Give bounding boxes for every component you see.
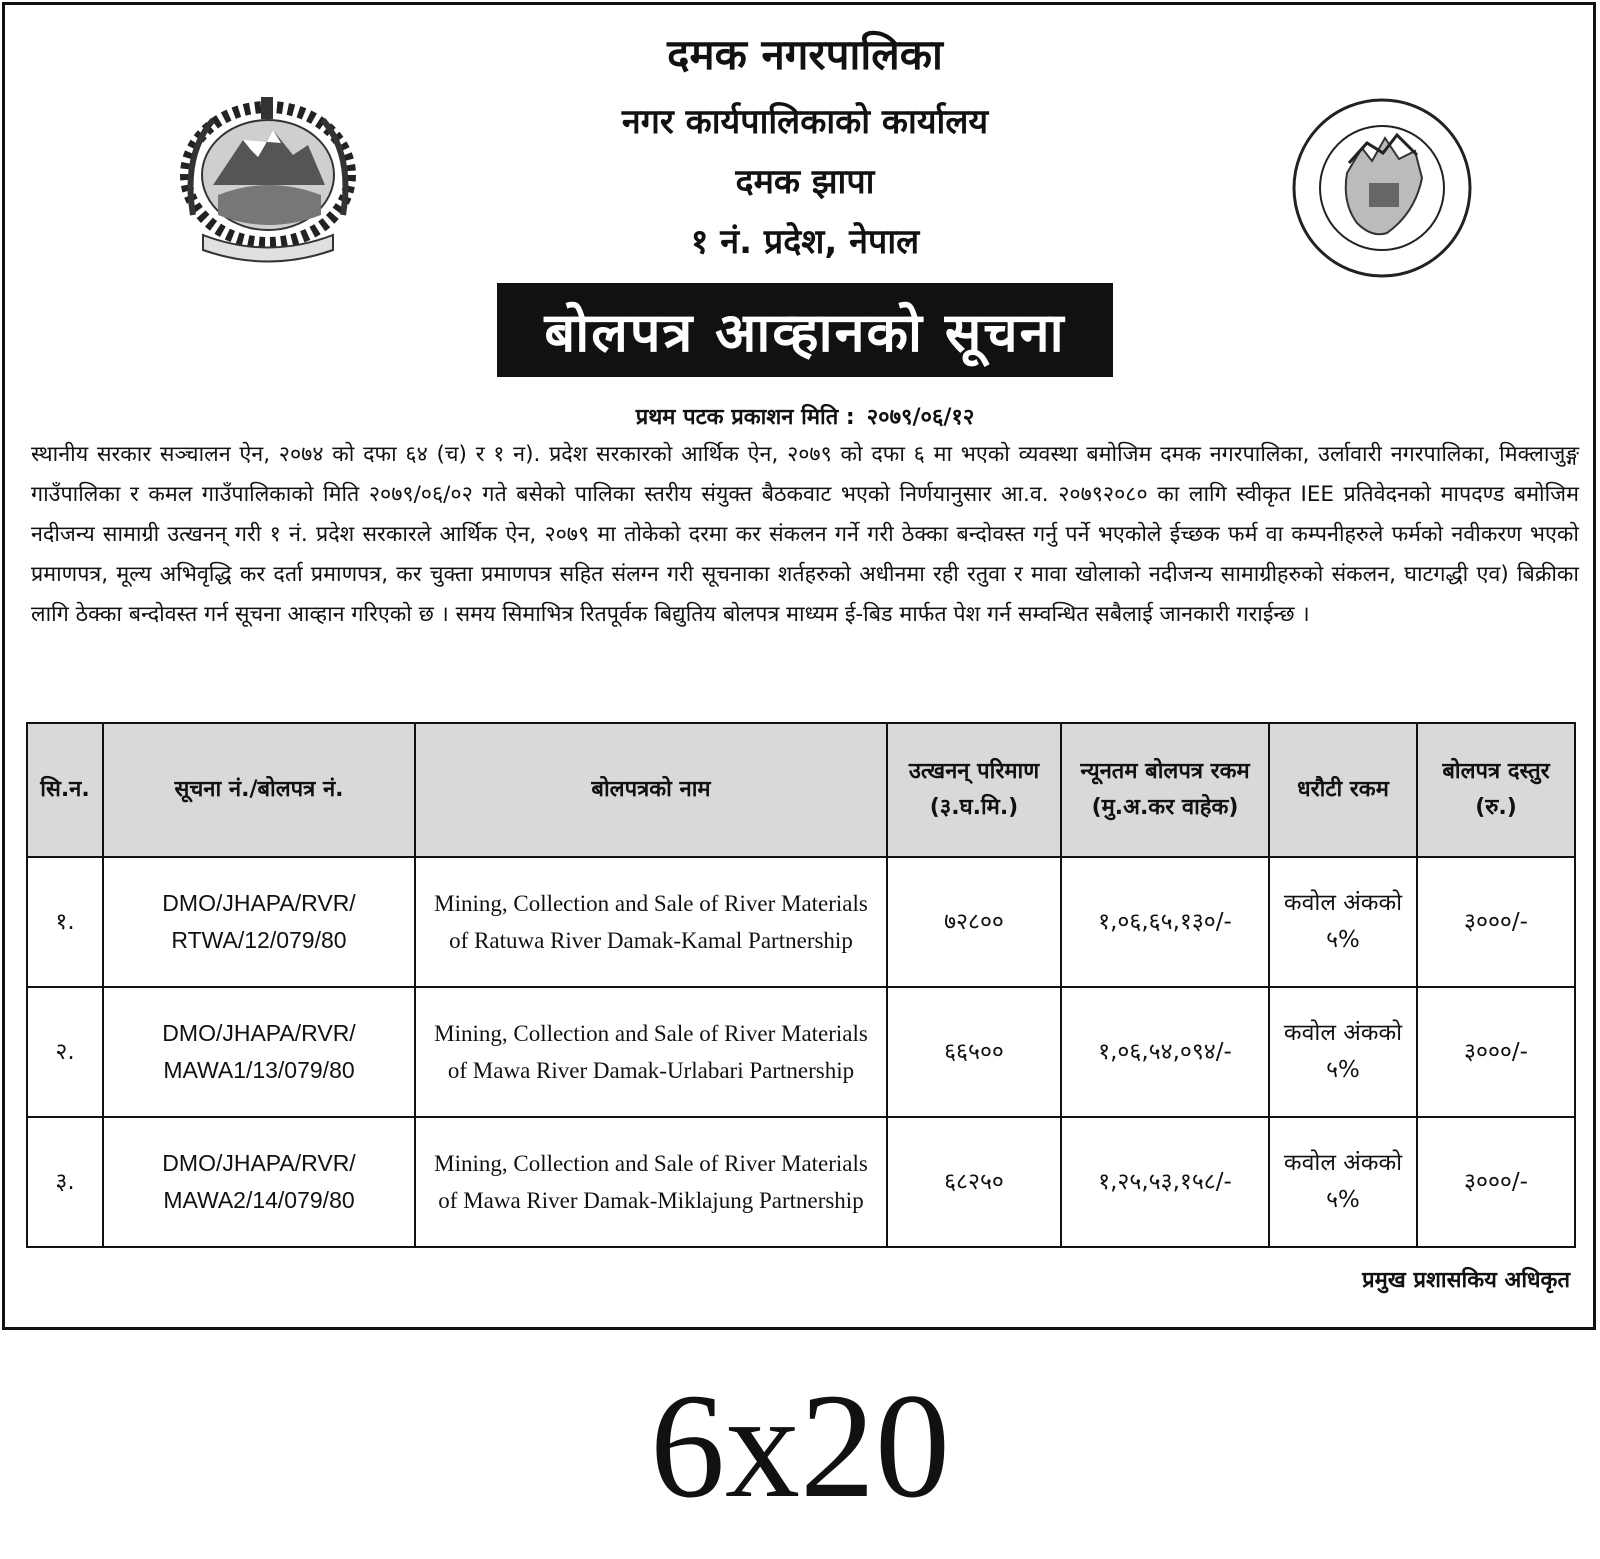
col-header-min-amount: न्यूनतम बोलपत्र रकम (मु.अ.कर वाहेक) — [1061, 723, 1269, 857]
cell-qty: ६६५०० — [887, 987, 1061, 1117]
publication-date-label: प्रथम पटक प्रकाशन मिति : — [635, 405, 855, 430]
notice-banner: बोलपत्र आव्हानको सूचना — [497, 283, 1113, 377]
cell-ref: DMO/JHAPA/RVR/ MAWA2/14/079/80 — [103, 1117, 415, 1247]
cell-name: Mining, Collection and Sale of River Materials of Mawa River Damak-Miklajung Partnership — [415, 1117, 887, 1247]
cell-name: Mining, Collection and Sale of River Materials of Ratuwa River Damak-Kamal Partnership — [415, 857, 887, 987]
signatory-title: प्रमुख प्रशासकिय अधिकृत — [1362, 1268, 1570, 1293]
table-row — [27, 987, 1575, 1117]
tender-table — [26, 722, 1576, 1248]
cell-sn: १. — [27, 857, 103, 987]
cell-deposit: कवोल अंकको ५% — [1269, 857, 1417, 987]
cell-deposit: कवोल अंकको ५% — [1269, 1117, 1417, 1247]
table-row — [27, 1117, 1575, 1247]
province-line: १ नं. प्रदेश, नेपाल — [690, 222, 920, 262]
table-header-row — [27, 723, 1575, 857]
cell-min-amount: १,२५,५३,१५८/- — [1061, 1117, 1269, 1247]
publication-date — [405, 401, 1205, 431]
municipality-title: दमक नगरपालिका — [667, 30, 943, 79]
col-header-deposit: धरौटी रकम — [1269, 723, 1417, 857]
cell-qty: ७२८०० — [887, 857, 1061, 987]
cell-name: Mining, Collection and Sale of River Materials of Mawa River Damak-Urlabari Partnership — [415, 987, 887, 1117]
ad-size-label: 6x20 — [650, 1363, 950, 1529]
col-header-ref: सूचना नं./बोलपत्र नं. — [103, 723, 415, 857]
col-header-name: बोलपत्रको नाम — [415, 723, 887, 857]
table-row — [27, 857, 1575, 987]
col-header-fee: बोलपत्र दस्तुर (रु.) — [1417, 723, 1575, 857]
cell-min-amount: १,०६,५४,०९४/- — [1061, 987, 1269, 1117]
col-header-qty: उत्खनन् परिमाण (३.घ.मि.) — [887, 723, 1061, 857]
cell-fee: ३०००/- — [1417, 1117, 1575, 1247]
col-header-sn: सि.न. — [27, 723, 103, 857]
cell-sn: २. — [27, 987, 103, 1117]
cell-sn: ३. — [27, 1117, 103, 1247]
cell-deposit: कवोल अंकको ५% — [1269, 987, 1417, 1117]
office-name: नगर कार्यपालिकाको कार्यालय — [621, 102, 989, 142]
notice-body: स्थानीय सरकार सञ्चालन ऐन, २०७४ को दफा ६४ (च) र १ न). प्रदेश सरकारको आर्थिक ऐन, २०७९ को दफा ६ मा भएको व्यवस्था बमोजिम दमक नगरपालिका, उर्लावारी नगरपालिका, मिक्लाजुङ्ग गाउँपालिका र कमल गाउँपालिकाको मिति २०७९/०६/०२ गते बसेको पालिका स्तरीय संयुक्त बैठकवाट भएको निर्णयानुसार आ.व. २०७९२०८० का लागि स्वीकृत IEE प्रतिवेदनको मापदण्ड बमोजिम नदीजन्य सामाग्री उत्खनन् गरी १ नं. प्रदेश सरकारले आर्थिक ऐन, २०७९ मा तोकेको दरमा कर संकलन गर्ने गरी ठेक्का बन्दोवस्त गर्नु पर्ने भएकोले ईच्छक फर्म वा कम्पनीहरुले फर्मको नवीकरण भएको प्रमाणपत्र, मूल्य अभिवृद्धि कर दर्ता प्रमाणपत्र, कर चुक्ता प्रमाणपत्र सहित संलग्न गरी सूचनाका शर्तहरुको अधीनमा रही रतुवा र मावा खोलाको नदीजन्य सामाग्रीहरुको संकलन, घाटगद्धी एव) बिक्रीका लागि ठेक्का बन्दोवस्त गर्न सूचना आव्हान गरिएको छ । समय सिमाभित्र रितपूर्वक बिद्युतिय बोलपत्र माध्यम ई-बिड मार्फत पेश गर्न सम्वन्धित सबैलाई जानकारी गराईन्छ । — [31, 442, 1579, 627]
cell-qty: ६८२५० — [887, 1117, 1061, 1247]
location-line: दमक झापा — [735, 162, 875, 202]
cell-fee: ३०००/- — [1417, 987, 1575, 1117]
cell-ref: DMO/JHAPA/RVR/ RTWA/12/079/80 — [103, 857, 415, 987]
cell-fee: ३०००/- — [1417, 857, 1575, 987]
publication-date-value: २०७९/०६/१२ — [866, 405, 975, 430]
cell-min-amount: १,०६,६५,१३०/- — [1061, 857, 1269, 987]
cell-ref: DMO/JHAPA/RVR/ MAWA1/13/079/80 — [103, 987, 415, 1117]
damak-seal-icon — [1287, 93, 1477, 283]
